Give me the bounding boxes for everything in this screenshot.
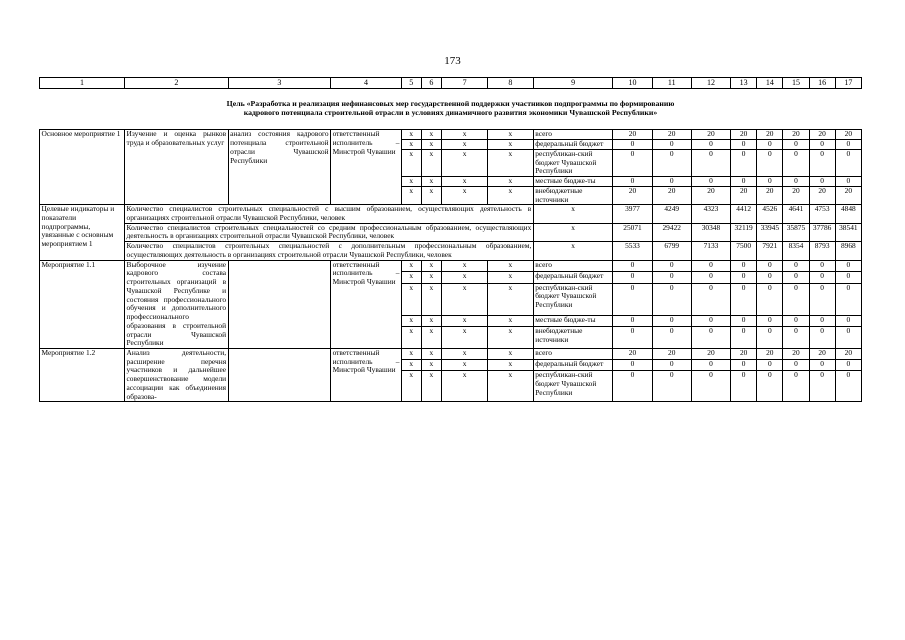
value-cell: 20	[652, 349, 691, 360]
x-mark: x	[442, 371, 488, 402]
indicator-row	[40, 223, 862, 241]
value-cell: 0	[652, 177, 691, 187]
funding-source: местные бюдже-ты	[533, 315, 613, 326]
value-cell: 0	[731, 315, 757, 326]
event-name: Основное мероприятие 1	[40, 130, 125, 205]
value-cell: 0	[691, 360, 730, 371]
value-cell: 0	[613, 149, 652, 176]
value-cell: 20	[691, 349, 730, 360]
value-cell: 20	[809, 349, 835, 360]
x-mark: x	[421, 260, 442, 271]
x-mark: x	[488, 371, 534, 402]
column-header: 12	[691, 78, 730, 89]
column-header: 7	[442, 78, 488, 89]
indicator-value: 29422	[652, 223, 691, 241]
value-cell: 0	[731, 327, 757, 349]
indicator-row	[40, 242, 862, 260]
value-cell: 0	[613, 272, 652, 283]
x-mark: x	[442, 186, 488, 204]
x-mark: x	[401, 140, 421, 150]
value-cell: 20	[613, 130, 652, 140]
value-cell: 0	[757, 272, 783, 283]
indicator-value: 38541	[835, 223, 861, 241]
x-mark: x	[533, 205, 613, 223]
value-cell: 0	[731, 177, 757, 187]
indicator-value: 8793	[809, 242, 835, 260]
indicator-text: Количество специалистов строительных специальностей с высшим образованием, осуществляющих деятельность в организациях строительной отрасли Чувашской Республики, человек	[126, 204, 532, 222]
column-header: 14	[757, 78, 783, 89]
indicator-value: 4323	[691, 205, 730, 223]
x-mark: x	[442, 177, 488, 187]
event-description: Изучение и оценка рынков труда и образовательных услуг	[125, 130, 229, 205]
value-cell: 20	[835, 349, 861, 360]
column-header: 6	[421, 78, 442, 89]
value-cell: 0	[783, 260, 809, 271]
funding-source: местные бюдже-ты	[533, 177, 613, 187]
value-cell: 0	[691, 272, 730, 283]
value-cell: 20	[783, 349, 809, 360]
value-cell: 0	[652, 315, 691, 326]
value-cell: 20	[809, 130, 835, 140]
table-row	[40, 349, 862, 360]
value-cell: 0	[783, 327, 809, 349]
value-cell: 0	[835, 140, 861, 150]
funding-source: федеральный бюджет	[533, 360, 613, 371]
value-cell: 0	[809, 327, 835, 349]
x-mark: x	[421, 140, 442, 150]
column-header: 3	[228, 78, 330, 89]
indicator-value: 8968	[835, 242, 861, 260]
x-mark: x	[488, 186, 534, 204]
value-cell: 0	[691, 177, 730, 187]
x-mark: x	[401, 130, 421, 140]
indicator-value: 35875	[783, 223, 809, 241]
value-cell: 0	[731, 149, 757, 176]
funding-source: всего	[533, 130, 613, 140]
x-mark: x	[488, 130, 534, 140]
value-cell: 0	[835, 371, 861, 402]
value-cell: 20	[691, 186, 730, 204]
value-cell: 20	[613, 186, 652, 204]
goal-row	[40, 89, 862, 130]
x-mark: x	[488, 177, 534, 187]
x-mark: x	[442, 349, 488, 360]
x-mark: x	[488, 315, 534, 326]
value-cell: 0	[757, 177, 783, 187]
x-mark: x	[421, 272, 442, 283]
event-analysis	[228, 260, 330, 348]
column-header: 15	[783, 78, 809, 89]
x-mark: x	[401, 360, 421, 371]
value-cell: 0	[809, 260, 835, 271]
value-cell: 0	[783, 360, 809, 371]
value-cell: 20	[783, 186, 809, 204]
value-cell: 0	[783, 272, 809, 283]
value-cell: 0	[613, 140, 652, 150]
indicator-value: 37786	[809, 223, 835, 241]
value-cell: 0	[757, 140, 783, 150]
column-header: 1	[40, 78, 125, 89]
x-mark: x	[421, 177, 442, 187]
indicator-value: 4249	[652, 205, 691, 223]
x-mark: x	[442, 272, 488, 283]
value-cell: 0	[613, 327, 652, 349]
column-header: 11	[652, 78, 691, 89]
event-name: Мероприятие 1.1	[40, 260, 125, 348]
value-cell: 0	[691, 260, 730, 271]
header-row	[40, 78, 862, 89]
value-cell: 0	[613, 260, 652, 271]
x-mark: x	[421, 327, 442, 349]
value-cell: 20	[757, 130, 783, 140]
x-mark: x	[488, 283, 534, 315]
value-cell: 20	[731, 186, 757, 204]
x-mark: x	[421, 371, 442, 402]
value-cell: 0	[613, 177, 652, 187]
value-cell: 0	[809, 283, 835, 315]
value-cell: 0	[731, 272, 757, 283]
value-cell: 0	[757, 371, 783, 402]
value-cell: 20	[835, 130, 861, 140]
x-mark: x	[533, 223, 613, 241]
value-cell: 0	[809, 315, 835, 326]
event-name: Мероприятие 1.2	[40, 349, 125, 402]
event-analysis	[228, 349, 330, 402]
x-mark: x	[442, 130, 488, 140]
value-cell: 0	[731, 371, 757, 402]
x-mark: x	[421, 186, 442, 204]
value-cell: 0	[731, 140, 757, 150]
value-cell: 0	[835, 315, 861, 326]
value-cell: 0	[809, 140, 835, 150]
value-cell: 0	[731, 360, 757, 371]
indicator-value: 7500	[731, 242, 757, 260]
value-cell: 0	[652, 260, 691, 271]
x-mark: x	[442, 140, 488, 150]
x-mark: x	[442, 149, 488, 176]
value-cell: 0	[783, 371, 809, 402]
x-mark: x	[442, 283, 488, 315]
column-header: 16	[809, 78, 835, 89]
funding-source: внебюджетные источники	[533, 186, 613, 204]
value-cell: 20	[809, 186, 835, 204]
value-cell: 0	[652, 140, 691, 150]
x-mark: x	[488, 360, 534, 371]
x-mark: x	[421, 360, 442, 371]
event-executor: ответственный исполнитель – Минстрой Чувашии	[331, 130, 402, 205]
funding-source: республикан-ский бюджет Чувашской Республики	[533, 149, 613, 176]
indicator-value: 4753	[809, 205, 835, 223]
event-description: Анализ деятельности, расширение перечня участников и дальнейшее совершенствование модели ассоциации как объединения образова-	[126, 348, 227, 401]
x-mark: x	[401, 283, 421, 315]
value-cell: 0	[783, 177, 809, 187]
value-cell: 0	[613, 371, 652, 402]
x-mark: x	[442, 327, 488, 349]
value-cell: 0	[835, 360, 861, 371]
x-mark: x	[421, 283, 442, 315]
page-number: 173	[444, 55, 461, 67]
x-mark: x	[401, 349, 421, 360]
x-mark: x	[401, 186, 421, 204]
x-mark: x	[488, 140, 534, 150]
value-cell: 0	[809, 360, 835, 371]
indicator-value: 7133	[691, 242, 730, 260]
x-mark: x	[488, 272, 534, 283]
column-header: 4	[331, 78, 402, 89]
funding-source: федеральный бюджет	[533, 272, 613, 283]
column-header: 2	[125, 78, 229, 89]
x-mark: x	[488, 260, 534, 271]
value-cell: 0	[809, 149, 835, 176]
value-cell: 0	[652, 149, 691, 176]
value-cell: 0	[652, 360, 691, 371]
x-mark: x	[421, 130, 442, 140]
indicator-value: 3977	[613, 205, 652, 223]
x-mark: x	[533, 242, 613, 260]
x-mark: x	[442, 360, 488, 371]
indicator-value: 25071	[613, 223, 652, 241]
column-header: 5	[401, 78, 421, 89]
column-header: 17	[835, 78, 861, 89]
funding-source: республикан-ский бюджет Чувашской Республики	[533, 371, 613, 402]
x-mark: x	[442, 260, 488, 271]
x-mark: x	[442, 315, 488, 326]
funding-source: федеральный бюджет	[533, 140, 613, 150]
table-row	[40, 260, 862, 271]
value-cell: 20	[835, 186, 861, 204]
indicator-text: Количество специалистов строительных специальностей с дополнительным профессиональным образованием, осуществляющих деятельность в организациях строительной отрасли Чувашской Республики, человек	[126, 241, 532, 259]
column-header: 9	[533, 78, 613, 89]
value-cell: 0	[835, 327, 861, 349]
value-cell: 0	[652, 327, 691, 349]
indicator-text: Количество специалистов строительных специальностей со средним профессиональным образованием, осуществляющих деятельность в организациях строительной отрасли Чувашской Республики, человек	[126, 223, 532, 241]
value-cell: 0	[731, 283, 757, 315]
funding-source: всего	[533, 260, 613, 271]
indicator-value: 7921	[757, 242, 783, 260]
table-row	[40, 130, 862, 140]
indicator-value: 4526	[757, 205, 783, 223]
value-cell: 20	[731, 130, 757, 140]
indicator-value: 8354	[783, 242, 809, 260]
value-cell: 20	[783, 130, 809, 140]
value-cell: 0	[613, 283, 652, 315]
value-cell: 0	[691, 149, 730, 176]
value-cell: 0	[835, 283, 861, 315]
value-cell: 0	[757, 283, 783, 315]
value-cell: 0	[652, 283, 691, 315]
value-cell: 0	[835, 177, 861, 187]
value-cell: 0	[783, 149, 809, 176]
value-cell: 0	[652, 272, 691, 283]
x-mark: x	[421, 315, 442, 326]
value-cell: 0	[613, 315, 652, 326]
x-mark: x	[401, 371, 421, 402]
x-mark: x	[401, 177, 421, 187]
indicator-value: 32119	[731, 223, 757, 241]
value-cell: 20	[757, 186, 783, 204]
program-table	[39, 77, 862, 402]
value-cell: 0	[613, 360, 652, 371]
indicators-label: Целевые индикаторы и показатели подпрограммы, увязанные с основным мероприятием 1	[40, 205, 125, 260]
event-analysis: анализ состояния кадрового потенциала строительной отрасли Чувашской Республики	[228, 130, 330, 205]
event-executor: ответственный исполнитель – Минстрой Чувашии	[331, 349, 402, 402]
value-cell: 0	[809, 371, 835, 402]
value-cell: 0	[783, 315, 809, 326]
value-cell: 20	[613, 349, 652, 360]
indicator-value: 4641	[783, 205, 809, 223]
value-cell: 0	[691, 140, 730, 150]
x-mark: x	[401, 315, 421, 326]
funding-source: внебюджетные источники	[533, 327, 613, 349]
value-cell: 0	[691, 327, 730, 349]
value-cell: 0	[757, 260, 783, 271]
value-cell: 0	[835, 260, 861, 271]
value-cell: 0	[757, 149, 783, 176]
indicator-value: 4412	[731, 205, 757, 223]
x-mark: x	[401, 149, 421, 176]
indicator-value: 4848	[835, 205, 861, 223]
value-cell: 20	[652, 130, 691, 140]
indicator-value: 33945	[757, 223, 783, 241]
value-cell: 0	[783, 140, 809, 150]
value-cell: 0	[691, 283, 730, 315]
column-header: 10	[613, 78, 652, 89]
value-cell: 0	[757, 315, 783, 326]
x-mark: x	[401, 327, 421, 349]
column-header: 13	[731, 78, 757, 89]
x-mark: x	[401, 260, 421, 271]
value-cell: 0	[757, 327, 783, 349]
value-cell: 0	[691, 315, 730, 326]
goal-heading	[40, 89, 862, 130]
value-cell: 0	[757, 360, 783, 371]
value-cell: 0	[691, 371, 730, 402]
funding-source: республикан-ский бюджет Чувашской Республики	[533, 283, 613, 315]
x-mark: x	[401, 272, 421, 283]
value-cell: 0	[731, 260, 757, 271]
indicator-row	[40, 205, 862, 223]
x-mark: x	[421, 349, 442, 360]
indicator-value: 6799	[652, 242, 691, 260]
value-cell: 0	[783, 283, 809, 315]
x-mark: x	[488, 349, 534, 360]
goal-line: кадрового потенциала строительной отрасли в условиях динамичного развития экономики Чувашской Республики»	[243, 108, 658, 118]
value-cell: 0	[809, 272, 835, 283]
value-cell: 0	[835, 272, 861, 283]
x-mark: x	[488, 149, 534, 176]
event-description: Выборочное изучение кадрового состава строительных организаций в Чувашской Республике и состояния профессионального обучения и дополнительного профессионального образования в строительной отрасли Чувашской Республики	[126, 260, 227, 348]
value-cell: 20	[731, 349, 757, 360]
value-cell: 20	[691, 130, 730, 140]
goal-line: Цель «Разработка и реализация нефинансовых мер государственной поддержки участников подпрограммы по формированию	[226, 99, 675, 108]
value-cell: 20	[652, 186, 691, 204]
indicator-value: 30348	[691, 223, 730, 241]
x-mark: x	[421, 149, 442, 176]
funding-source: всего	[533, 349, 613, 360]
event-executor: ответственный исполнитель – Минстрой Чувашии	[331, 260, 402, 348]
value-cell: 20	[757, 349, 783, 360]
value-cell: 0	[835, 149, 861, 176]
indicator-value: 5533	[613, 242, 652, 260]
value-cell: 0	[809, 177, 835, 187]
x-mark: x	[488, 327, 534, 349]
value-cell: 0	[652, 371, 691, 402]
column-header: 8	[488, 78, 534, 89]
